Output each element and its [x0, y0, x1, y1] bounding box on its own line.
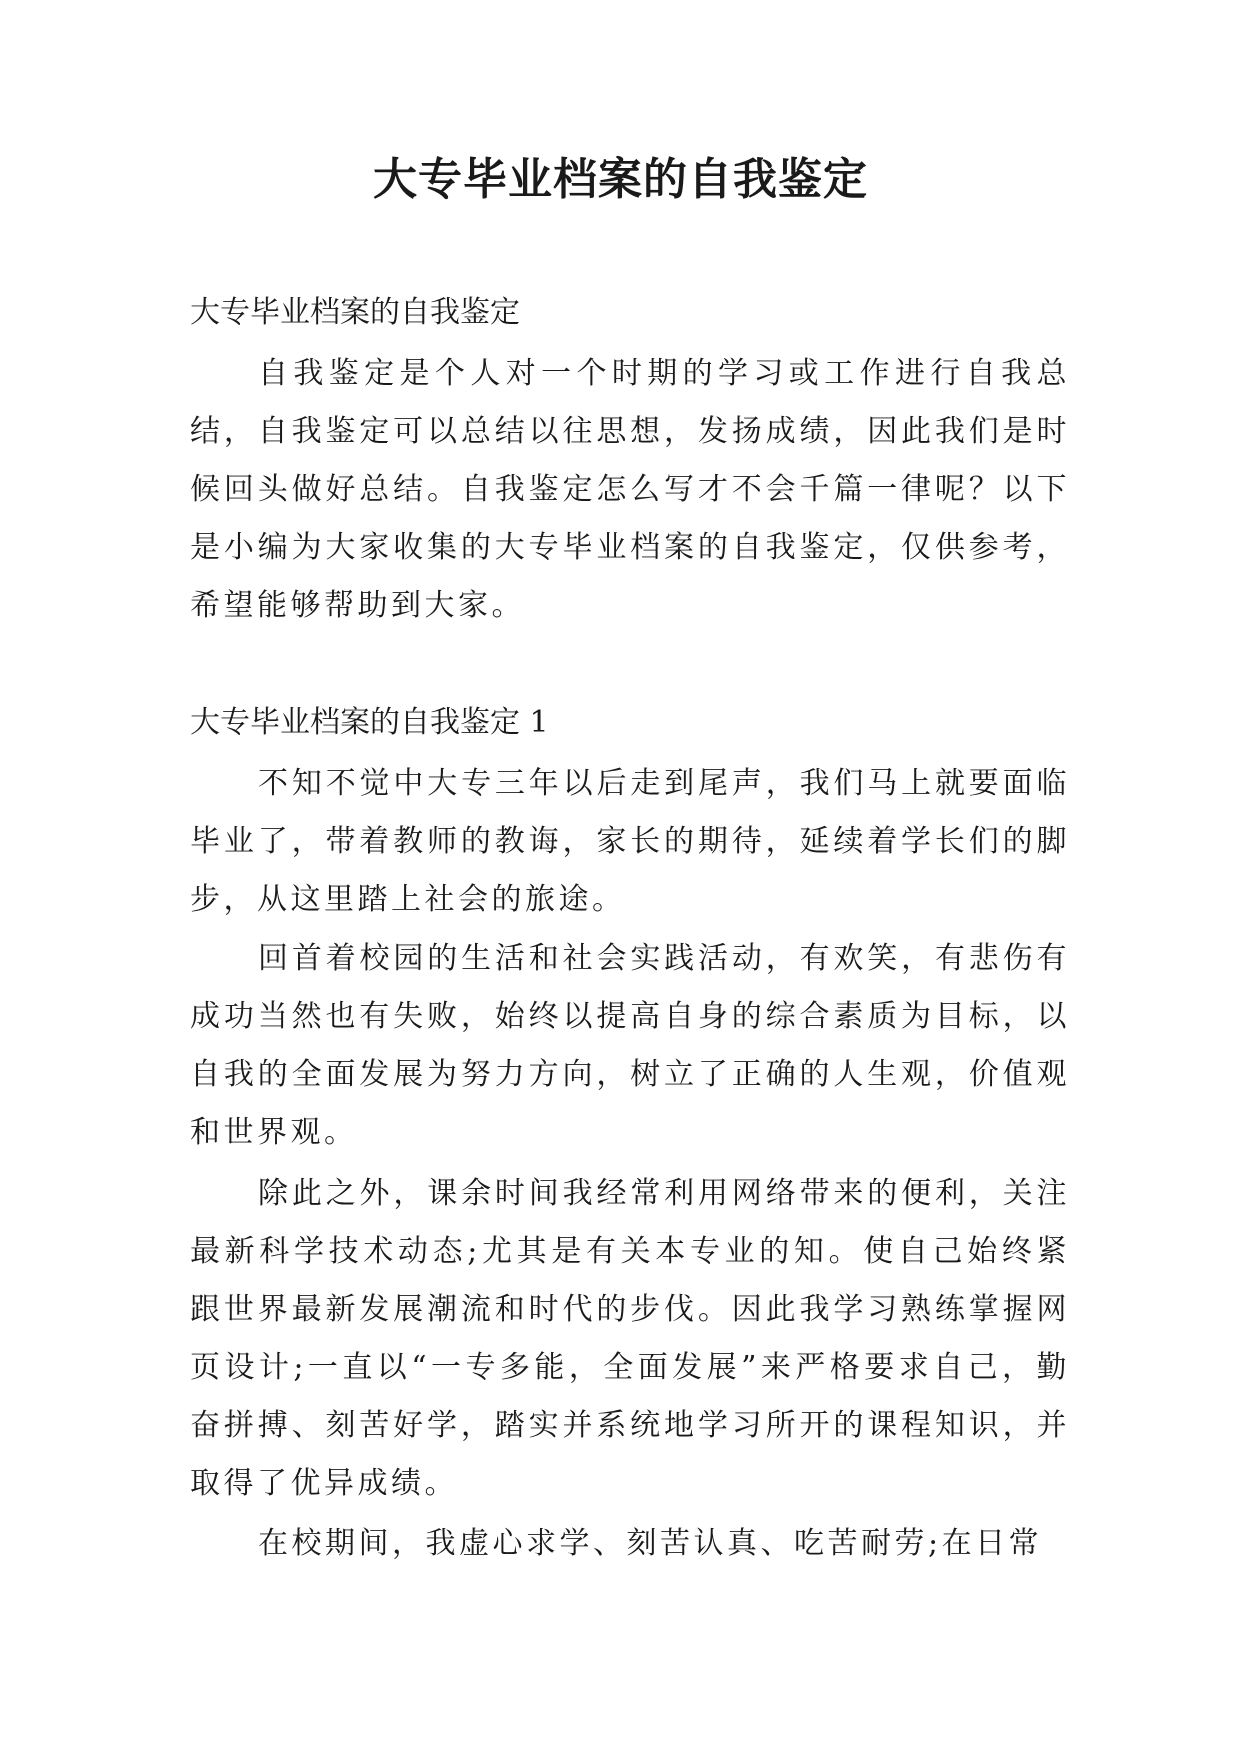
- intro-paragraph: 自我鉴定是个人对一个时期的学习或工作进行自我总结，自我鉴定可以总结以往思想，发扬成绩，因此我们是时候回头做好总结。自我鉴定怎么写才不会千篇一律呢？以下是小编为大家收集的大专毕业档案的自我鉴定，仅供参考，希望能够帮助到大家。: [190, 356, 1070, 623]
- document-subtitle: 大专毕业档案的自我鉴定: [190, 295, 520, 330]
- section-heading: 大专毕业档案的自我鉴定 1: [190, 705, 549, 740]
- body-paragraph-2: 回首着校园的生活和社会实践活动，有欢笑，有悲伤有成功当然也有失败，始终以提高自身的综合素质为目标，以自我的全面发展为努力方向，树立了正确的人生观，价值观和世界观。: [190, 941, 1070, 1150]
- document-title: 大专毕业档案的自我鉴定: [373, 154, 868, 205]
- body-paragraph-3: 除此之外，课余时间我经常利用网络带来的便利，关注最新科学技术动态;尤其是有关本专业的知。使自己始终紧跟世界最新发展潮流和时代的步伐。因此我学习熟练掌握网页设计;一直以“一专多能，全面发展”来严格要求自己，勤奋拼搏、刻苦好学，踏实并系统地学习所开的课程知识，并取得了优异成绩。: [190, 1176, 1070, 1501]
- body-paragraph-1: 不知不觉中大专三年以后走到尾声，我们马上就要面临毕业了，带着教师的教诲，家长的期待，延续着学长们的脚步，从这里踏上社会的旅途。: [190, 766, 1070, 917]
- body-paragraph-4: 在校期间，我虚心求学、刻苦认真、吃苦耐劳;在日常: [258, 1526, 1043, 1561]
